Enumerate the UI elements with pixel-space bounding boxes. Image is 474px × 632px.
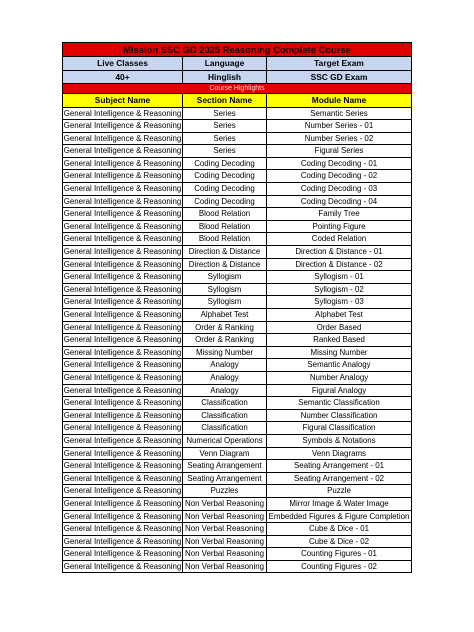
table-row [63,120,412,133]
section-cell: Coding Decoding [183,170,267,183]
subject-cell: General Intelligence & Reasoning [63,523,183,536]
table-row [63,359,412,372]
section-cell: Puzzles [183,485,267,498]
section-cell: Direction & Distance [183,246,267,259]
section-cell: Non Verbal Reasoning [183,560,267,573]
section-cell: Coding Decoding [183,183,267,196]
table-row [63,472,412,485]
module-cell: Semantic Classification [267,397,412,410]
table-row [63,434,412,447]
module-cell: Direction & Distance - 02 [267,258,412,271]
section-cell: Coding Decoding [183,195,267,208]
column-header-row [63,94,412,108]
language-header: Language [183,57,267,71]
subject-cell: General Intelligence & Reasoning [63,359,183,372]
section-cell: Analogy [183,371,267,384]
subject-cell: General Intelligence & Reasoning [63,371,183,384]
section-cell: Syllogism [183,283,267,296]
module-cell: Seating Arrangement - 01 [267,460,412,473]
subject-cell: General Intelligence & Reasoning [63,334,183,347]
subject-cell: General Intelligence & Reasoning [63,560,183,573]
module-name-header: Module Name [267,94,412,108]
table-row [63,258,412,271]
subject-cell: General Intelligence & Reasoning [63,346,183,359]
module-cell: Figural Classification [267,422,412,435]
section-cell: Non Verbal Reasoning [183,510,267,523]
title-row [63,43,412,57]
table-row [63,220,412,233]
table-row [63,157,412,170]
subject-cell: General Intelligence & Reasoning [63,107,183,120]
module-cell: Cube & Dice - 01 [267,523,412,536]
subject-cell: General Intelligence & Reasoning [63,157,183,170]
module-cell: Missing Number [267,346,412,359]
table-row [63,107,412,120]
subject-cell: General Intelligence & Reasoning [63,271,183,284]
module-cell: Syllogism - 02 [267,283,412,296]
module-cell: Pointing Figure [267,220,412,233]
module-cell: Number Series - 02 [267,132,412,145]
section-cell: Blood Relation [183,220,267,233]
highlights-row [63,84,412,94]
subject-cell: General Intelligence & Reasoning [63,472,183,485]
subject-cell: General Intelligence & Reasoning [63,283,183,296]
table-row [63,384,412,397]
table-row [63,132,412,145]
subject-cell: General Intelligence & Reasoning [63,397,183,410]
subject-cell: General Intelligence & Reasoning [63,246,183,259]
table-row [63,409,412,422]
module-cell: Coding Decoding - 01 [267,157,412,170]
section-cell: Numerical Operations [183,434,267,447]
subject-cell: General Intelligence & Reasoning [63,548,183,561]
subject-cell: General Intelligence & Reasoning [63,422,183,435]
section-cell: Direction & Distance [183,258,267,271]
table-row [63,497,412,510]
module-cell: Figural Analogy [267,384,412,397]
subject-name-header: Subject Name [63,94,183,108]
module-cell: Puzzle [267,485,412,498]
table-row [63,485,412,498]
section-cell: Seating Arrangement [183,460,267,473]
section-cell: Series [183,145,267,158]
section-cell: Series [183,132,267,145]
table-row [63,523,412,536]
module-cell: Coding Decoding - 02 [267,170,412,183]
table-row [63,183,412,196]
table-row [63,233,412,246]
target-exam-header: Target Exam [267,57,412,71]
module-cell: Syllogism - 01 [267,271,412,284]
subject-cell: General Intelligence & Reasoning [63,384,183,397]
module-cell: Coded Relation [267,233,412,246]
section-cell: Coding Decoding [183,157,267,170]
section-cell: Order & Ranking [183,334,267,347]
table-row [63,246,412,259]
table-row [63,560,412,573]
subject-cell: General Intelligence & Reasoning [63,258,183,271]
subject-cell: General Intelligence & Reasoning [63,145,183,158]
section-cell: Non Verbal Reasoning [183,523,267,536]
module-cell: Embedded Figures & Figure Completion [267,510,412,523]
subject-cell: General Intelligence & Reasoning [63,183,183,196]
subject-cell: General Intelligence & Reasoning [63,535,183,548]
table-row [63,145,412,158]
subject-cell: General Intelligence & Reasoning [63,460,183,473]
module-cell: Seating Arrangement - 02 [267,472,412,485]
info-header-row [63,57,412,71]
module-cell: Number Analogy [267,371,412,384]
module-cell: Coding Decoding - 03 [267,183,412,196]
subject-cell: General Intelligence & Reasoning [63,233,183,246]
table-row [63,195,412,208]
language-value: Hinglish [183,70,267,84]
table-row [63,447,412,460]
section-cell: Order & Ranking [183,321,267,334]
section-cell: Blood Relation [183,233,267,246]
section-cell: Analogy [183,384,267,397]
module-cell: Semantic Series [267,107,412,120]
table-row [63,170,412,183]
subject-cell: General Intelligence & Reasoning [63,195,183,208]
section-cell: Classification [183,397,267,410]
module-cell: Family Tree [267,208,412,221]
module-cell: Syllogism - 03 [267,296,412,309]
module-cell: Ranked Based [267,334,412,347]
module-cell: Number Series - 01 [267,120,412,133]
table-row [63,271,412,284]
section-cell: Seating Arrangement [183,472,267,485]
table-row [63,460,412,473]
table-row [63,321,412,334]
subject-cell: General Intelligence & Reasoning [63,170,183,183]
section-cell: Venn Diagram [183,447,267,460]
module-cell: Cube & Dice - 02 [267,535,412,548]
section-cell: Non Verbal Reasoning [183,535,267,548]
subject-cell: General Intelligence & Reasoning [63,409,183,422]
live-classes-header: Live Classes [63,57,183,71]
course-highlights-label: Course Highlights [63,84,412,94]
course-title: Mission SSC GD 2025 Reasoning Complete Course [63,43,412,57]
subject-cell: General Intelligence & Reasoning [63,132,183,145]
table-row [63,296,412,309]
section-name-header: Section Name [183,94,267,108]
module-cell: Mirror Image & Water Image [267,497,412,510]
subject-cell: General Intelligence & Reasoning [63,447,183,460]
section-cell: Missing Number [183,346,267,359]
section-cell: Non Verbal Reasoning [183,497,267,510]
subject-cell: General Intelligence & Reasoning [63,321,183,334]
section-cell: Syllogism [183,296,267,309]
section-cell: Syllogism [183,271,267,284]
subject-cell: General Intelligence & Reasoning [63,434,183,447]
module-cell: Counting Figures - 01 [267,548,412,561]
section-cell: Classification [183,409,267,422]
module-cell: Alphabet Test [267,309,412,322]
section-cell: Series [183,120,267,133]
section-cell: Classification [183,422,267,435]
module-cell: Coding Decoding - 04 [267,195,412,208]
table-row [63,397,412,410]
table-row [63,371,412,384]
subject-cell: General Intelligence & Reasoning [63,510,183,523]
subject-cell: General Intelligence & Reasoning [63,220,183,233]
table-row [63,208,412,221]
table-row [63,510,412,523]
module-cell: Semantic Analogy [267,359,412,372]
table-row [63,422,412,435]
subject-cell: General Intelligence & Reasoning [63,485,183,498]
section-cell: Alphabet Test [183,309,267,322]
subject-cell: General Intelligence & Reasoning [63,208,183,221]
module-cell: Symbols & Notations [267,434,412,447]
module-cell: Counting Figures - 02 [267,560,412,573]
course-table [62,42,412,573]
table-row [63,283,412,296]
target-exam-value: SSC GD Exam [267,70,412,84]
subject-cell: General Intelligence & Reasoning [63,120,183,133]
table-row [63,309,412,322]
info-value-row [63,70,412,84]
section-cell: Series [183,107,267,120]
subject-cell: General Intelligence & Reasoning [63,296,183,309]
section-cell: Non Verbal Reasoning [183,548,267,561]
subject-cell: General Intelligence & Reasoning [63,497,183,510]
table-row [63,334,412,347]
section-cell: Analogy [183,359,267,372]
table-row [63,535,412,548]
module-cell: Order Based [267,321,412,334]
subject-cell: General Intelligence & Reasoning [63,309,183,322]
module-cell: Direction & Distance - 01 [267,246,412,259]
module-cell: Number Classification [267,409,412,422]
table-row [63,548,412,561]
module-cell: Figural Series [267,145,412,158]
module-cell: Venn Diagrams [267,447,412,460]
live-classes-value: 40+ [63,70,183,84]
section-cell: Blood Relation [183,208,267,221]
table-row [63,346,412,359]
